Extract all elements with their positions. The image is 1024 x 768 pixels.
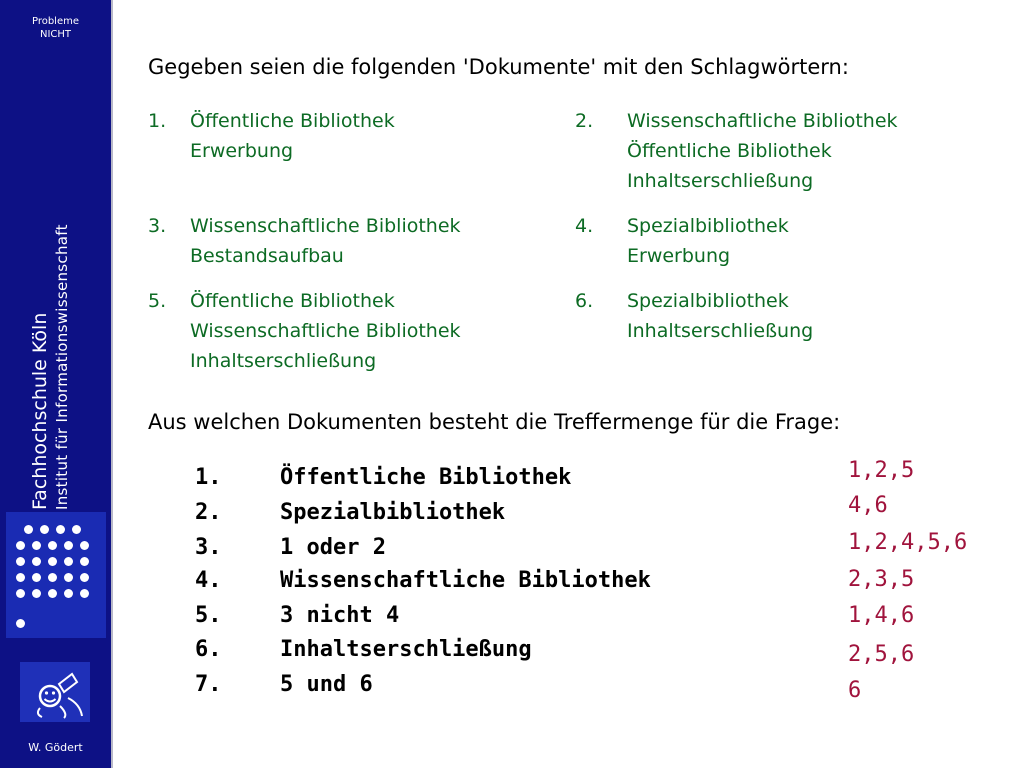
dot [64,573,73,582]
documents-heading: Gegeben seien die folgenden 'Dokumente' mit den Schlagwörtern: [148,55,849,79]
question-number: 4. [195,568,222,593]
question-number: 6. [195,637,222,662]
answer-2: 4,6 [848,493,888,518]
dot [80,589,89,598]
answer-1: 1,2,5 [848,458,915,483]
top-note-line-1: Probleme [31,16,80,27]
question-number: 7. [195,672,222,697]
sidebar-divider [111,0,113,768]
smiley-reader-icon [20,662,90,722]
dot [56,525,65,534]
dot [48,541,57,550]
dot [48,557,57,566]
dot [80,557,89,566]
question-text: 5 und 6 [280,672,373,697]
keyword: Wissenschaftliche Bibliothek [190,320,461,342]
question-text: Wissenschaftliche Bibliothek [280,568,651,593]
institution-title: Fachhochschule Köln [29,312,51,510]
answer-4: 2,3,5 [848,567,915,592]
sidebar [0,0,111,768]
author-name: W. Gödert [28,741,83,754]
question-number: 5. [195,603,222,628]
answer-7: 6 [848,678,862,703]
dot [16,589,25,598]
document-number: 2. [575,110,594,132]
top-note-line-2: NICHT [39,29,72,40]
keyword: Spezialbibliothek [627,215,789,237]
dot [24,525,33,534]
document-number: 5. [148,290,167,312]
dot [16,573,25,582]
answer-3: 1,2,4,5,6 [848,530,968,555]
dot [16,619,25,628]
dot [16,541,25,550]
dot [80,573,89,582]
question-number: 2. [195,500,222,525]
dot [32,541,41,550]
question-number: 1. [195,465,222,490]
dot [64,589,73,598]
question-number: 3. [195,535,222,560]
document-number: 3. [148,215,167,237]
keyword: Inhaltserschließung [190,350,377,372]
question-heading: Aus welchen Dokumenten besteht die Treffermenge für die Frage: [148,410,841,434]
keyword: Erwerbung [190,140,294,162]
keyword: Wissenschaftliche Bibliothek [190,215,461,237]
dot [80,541,89,550]
dot [64,541,73,550]
dot [16,557,25,566]
question-text: 1 oder 2 [280,535,386,560]
keyword: Öffentliche Bibliothek [627,140,832,162]
dot [32,557,41,566]
dot [64,557,73,566]
document-number: 4. [575,215,594,237]
dot [32,589,41,598]
dot [72,525,81,534]
dot [32,573,41,582]
question-text: Spezialbibliothek [280,500,506,525]
keyword: Bestandsaufbau [190,245,344,267]
document-number: 6. [575,290,594,312]
answer-6: 2,5,6 [848,642,915,667]
keyword: Inhaltserschließung [627,320,814,342]
dot [40,525,49,534]
keyword: Spezialbibliothek [627,290,789,312]
dot-grid-icon [6,512,106,638]
question-text: Öffentliche Bibliothek [280,465,572,490]
keyword: Inhaltserschließung [627,170,814,192]
dot [48,589,57,598]
institute-subtitle: Institut für Informationswissenschaft [53,224,71,510]
question-text: Inhaltserschließung [280,637,532,662]
question-text: 3 nicht 4 [280,603,400,628]
dot [48,573,57,582]
keyword: Wissenschaftliche Bibliothek [627,110,898,132]
sidebar-top-note [0,15,111,41]
keyword: Erwerbung [627,245,731,267]
answer-5: 1,4,6 [848,603,915,628]
keyword: Öffentliche Bibliothek [190,290,395,312]
keyword: Öffentliche Bibliothek [190,110,395,132]
sidebar-vertical-text [28,90,88,510]
document-number: 1. [148,110,167,132]
